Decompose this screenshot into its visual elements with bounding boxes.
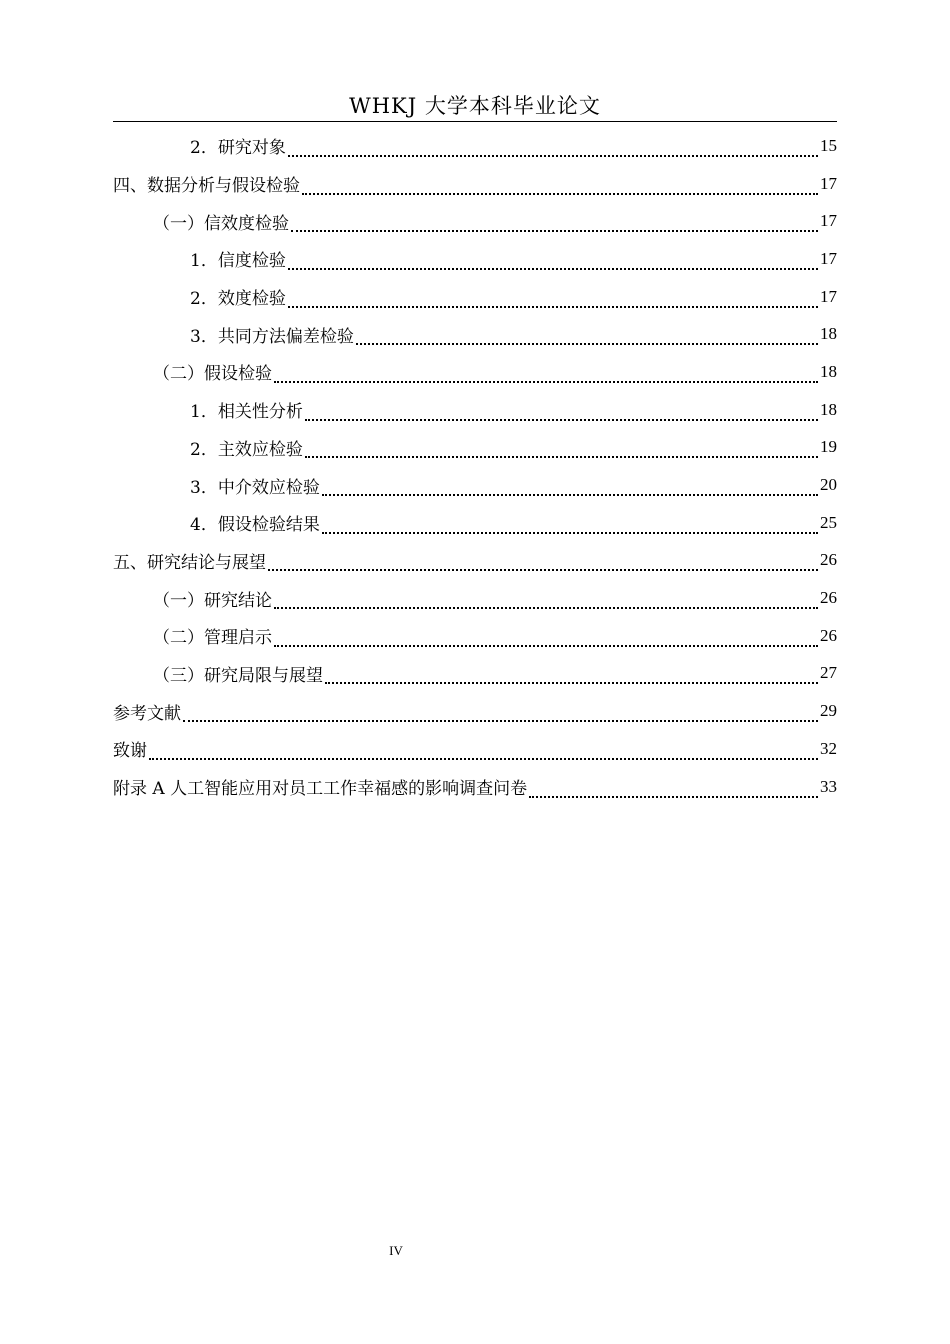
toc-entry-page: 17	[820, 286, 837, 306]
toc-entry[interactable]	[113, 617, 837, 655]
toc-entry-page: 15	[820, 135, 837, 155]
toc-dot-leader	[274, 631, 818, 647]
toc-dot-leader	[268, 555, 818, 571]
toc-dot-leader	[274, 593, 818, 609]
toc-entry-page: 20	[820, 475, 837, 495]
header-rule	[113, 121, 837, 122]
toc-entry[interactable]	[113, 504, 837, 542]
toc-dot-leader	[291, 216, 818, 232]
toc-entry[interactable]	[113, 429, 837, 467]
toc-entry-page: 29	[820, 701, 837, 721]
toc-entry-page: 19	[820, 437, 837, 457]
toc-entry-title: 致谢	[113, 736, 148, 761]
toc-entry[interactable]	[113, 315, 837, 353]
toc-entry[interactable]	[113, 768, 837, 806]
toc-entry-title: （二）管理启示	[153, 623, 273, 648]
toc-entry-page: 17	[820, 211, 837, 231]
toc-entry[interactable]	[113, 655, 837, 693]
toc-entry-page: 26	[820, 625, 837, 645]
toc-entry[interactable]	[113, 165, 837, 203]
toc-entry-title: 附录 A 人工智能应用对员工工作幸福感的影响调查问卷	[113, 774, 528, 799]
toc-entry-page: 18	[820, 399, 837, 419]
toc-dot-leader	[322, 480, 818, 496]
toc-dot-leader	[274, 367, 818, 383]
toc-entry-page: 18	[820, 324, 837, 344]
toc-entry-title: 4．假设检验结果	[190, 510, 321, 535]
toc-entry-title: 1．信度检验	[190, 246, 287, 271]
table-of-contents	[113, 127, 837, 805]
toc-dot-leader	[305, 405, 818, 421]
toc-entry-title: 3．中介效应检验	[190, 473, 321, 498]
toc-dot-leader	[288, 141, 818, 157]
toc-entry[interactable]	[113, 202, 837, 240]
toc-entry[interactable]	[113, 579, 837, 617]
page-number: IV	[389, 1243, 403, 1258]
toc-dot-leader	[325, 668, 818, 684]
toc-entry[interactable]	[113, 278, 837, 316]
toc-entry-page: 26	[820, 550, 837, 570]
toc-entry-page: 17	[820, 173, 837, 193]
toc-entry-title: 1．相关性分析	[190, 397, 304, 422]
toc-entry-page: 33	[820, 776, 837, 796]
toc-entry-title: 2．研究对象	[190, 133, 287, 158]
toc-entry[interactable]	[113, 466, 837, 504]
toc-entry-title: 五、研究结论与展望	[113, 548, 267, 573]
toc-dot-leader	[529, 782, 818, 798]
toc-entry[interactable]	[113, 391, 837, 429]
toc-dot-leader	[288, 292, 818, 308]
toc-dot-leader	[322, 518, 818, 534]
toc-entry-page: 26	[820, 588, 837, 608]
toc-entry[interactable]	[113, 240, 837, 278]
toc-entry-title: （一）信效度检验	[153, 209, 290, 234]
toc-entry[interactable]	[113, 542, 837, 580]
toc-entry-title: 2．效度检验	[190, 284, 287, 309]
toc-entry-page: 18	[820, 361, 837, 381]
toc-entry-title: 2．主效应检验	[190, 435, 304, 460]
toc-dot-leader	[288, 254, 818, 270]
toc-dot-leader	[149, 744, 818, 760]
running-header: WHKJ 大学本科毕业论文	[349, 94, 601, 118]
toc-entry-page: 25	[820, 512, 837, 532]
toc-dot-leader	[183, 706, 818, 722]
toc-entry-page: 32	[820, 738, 837, 758]
toc-dot-leader	[305, 442, 818, 458]
toc-entry-page: 17	[820, 248, 837, 268]
toc-entry-title: 3．共同方法偏差检验	[190, 322, 355, 347]
toc-dot-leader	[356, 329, 818, 345]
toc-dot-leader	[302, 179, 818, 195]
toc-entry-title: （一）研究结论	[153, 586, 273, 611]
toc-entry-title: 四、数据分析与假设检验	[113, 171, 301, 196]
toc-entry[interactable]	[113, 730, 837, 768]
toc-entry-title: （三）研究局限与展望	[153, 661, 324, 686]
toc-entry-title: （二）假设检验	[153, 359, 273, 384]
toc-entry[interactable]	[113, 692, 837, 730]
toc-entry[interactable]	[113, 127, 837, 165]
toc-entry[interactable]	[113, 353, 837, 391]
toc-entry-title: 参考文献	[113, 699, 182, 724]
toc-entry-page: 27	[820, 663, 837, 683]
